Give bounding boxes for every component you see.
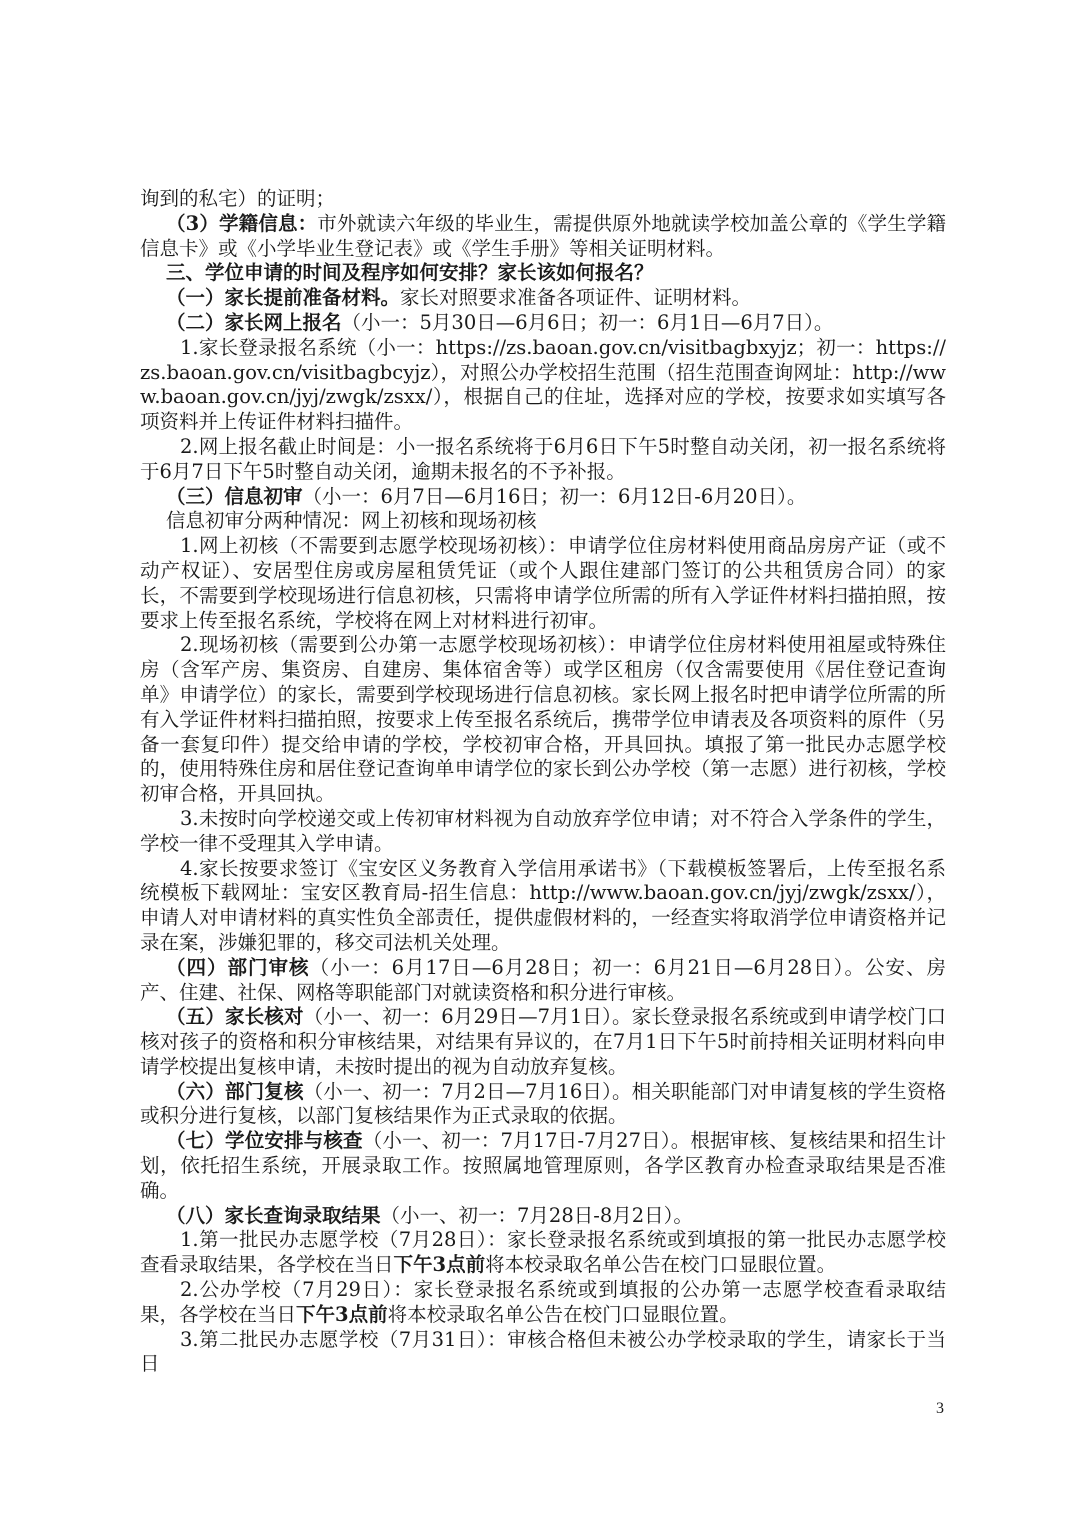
text: （小一、初一：6月29日—7月1日）。家长登录报名系统或到申请学校门口核对孩子的资格和积分审核结果，对结果有异议的，在7月1日下午5时前持相关证明材料向申请学校提出复核申请，未按时提出的视为自动放弃复核。 (140, 1005, 946, 1078)
bold-text: （二）家长网上报名 (166, 310, 342, 334)
text: 市外就读六年级的毕业生，需提供原外地就读学校加盖公章的《学生学籍信息卡》或《小学毕业生登记表》或《学生手册》等相关证明材料。 (140, 211, 946, 260)
paragraph (140, 509, 946, 534)
text: （小一：6月7日—6月16日；初一：6月12日-6月20日）。 (302, 484, 807, 508)
bold-text: （七）学位安排与核查 (166, 1129, 363, 1153)
bold-text: （三）信息初审 (166, 484, 303, 508)
text: （小一、初一：7月2日—7月16日）。相关职能部门对申请复核的学生资格或积分进行复核，以部门复核结果作为正式录取的依据。 (140, 1079, 946, 1128)
text: 1.家长登录报名系统（小一：https://zs.baoan.gov.cn/visitbagbxyjz；初一：https://zs.baoan.gov.cn/visitbagbcyjz），对照公办学校招生范围（招生范围查询网址：http://www.baoan.gov.cn/jyj/zwgk/zsxx/），根据自己的住址，选择对应的学校，按要求如实填写各项资料并上传证件材料扫描件。 (140, 335, 946, 434)
paragraph (140, 1129, 946, 1203)
text: 将本校录取名单公告在校门口显眼位置。 (485, 1253, 837, 1277)
text: （小一、初一：7月17日-7月27日）。根据审核、复核结果和招生计划，依托招生系统，开展录取工作。按照属地管理原则，各学区教育办检查录取结果是否准确。 (140, 1129, 946, 1202)
bold-text: （六）部门复核 (166, 1079, 304, 1103)
bold-text: 下午3点前 (393, 1253, 486, 1277)
text: 2.网上报名截止时间是：小一报名系统将于6月6日下午5时整自动关闭，初一报名系统将于6月7日下午5时整自动关闭，逾期未报名的不予补报。 (140, 434, 946, 483)
bold-text: （四）部门审核 (166, 955, 310, 979)
paragraph (140, 261, 946, 286)
bold-text: （五）家长核对 (166, 1005, 304, 1029)
paragraph (140, 435, 946, 485)
paragraph (140, 1080, 946, 1130)
text: 信息初审分两种情况：网上初核和现场初核 (166, 509, 537, 533)
text: 3.未按时向学校递交或上传初审材料视为自动放弃学位申请；对不符合入学条件的学生，学校一律不受理其入学申请。 (140, 806, 946, 855)
paragraph (140, 534, 946, 633)
page-number: 3 (936, 1400, 944, 1417)
paragraph (140, 857, 946, 956)
text: 询到的私宅）的证明； (140, 187, 336, 210)
paragraph (140, 1204, 946, 1229)
text: 将本校录取名单公告在校门口显眼位置。 (387, 1302, 739, 1326)
paragraph (140, 956, 946, 1006)
bold-text: （3）学籍信息： (166, 211, 318, 235)
paragraph (140, 1278, 946, 1328)
paragraph (140, 1005, 946, 1079)
paragraph (140, 633, 946, 807)
text: 家长对照要求准备各项证件、证明材料。 (400, 286, 752, 310)
text: （小一、初一：7月28日-8月2日）。 (380, 1203, 693, 1227)
paragraph (140, 286, 946, 311)
document-body (140, 187, 946, 1377)
text: （小一：5月30日—6月6日；初一：6月1日—6月7日）。 (341, 310, 834, 334)
bold-text: 三、学位申请的时间及程序如何安排？家长该如何报名？ (166, 261, 654, 285)
text: 1.网上初核（不需要到志愿学校现场初核）：申请学位住房材料使用商品房房产证（或不动产权证）、安居型住房或房屋租赁凭证（或个人跟住建部门签订的公共租赁房合同）的家长，不需要到学校现场进行信息初核，只需将申请学位所需的所有入学证件材料扫描拍照，按要求上传至报名系统，学校将在网上对材料进行初审。 (140, 534, 946, 632)
paragraph (140, 485, 946, 510)
paragraph (140, 311, 946, 336)
bold-text: （八）家长查询录取结果 (166, 1203, 381, 1227)
text: 2.现场初核（需要到公办第一志愿学校现场初核）：申请学位住房材料使用祖屋或特殊住房（含军产房、集资房、自建房、集体宿舍等）或学区租房（仅含需要使用《居住登记查询单》申请学位）的家长，需要到学校现场进行信息初核。家长网上报名时把申请学位所需的所有入学证件材料扫描拍照，按要求上传至报名系统后，携带学位申请表及各项资料的原件（另备一套复印件）提交给申请的学校，学校初审合格，开具回执。填报了第一批民办志愿学校的，使用特殊住房和居住登记查询单申请学位的家长到公办学校（第一志愿）进行初核，学校初审合格，开具回执。 (140, 633, 946, 806)
text: 1.第一批民办志愿学校（7月28日）：家长登录报名系统或到填报的第一批民办志愿学校查看录取结果，各学校在当日 (140, 1228, 946, 1277)
bold-text: （一）家长提前准备材料。 (166, 286, 401, 310)
paragraph (140, 807, 946, 857)
text: （小一：6月17日—6月28日；初一：6月21日—6月28日）。公安、房产、住建、社保、网格等职能部门对就读资格和积分进行审核。 (140, 955, 946, 1004)
paragraph (140, 1328, 946, 1378)
paragraph (140, 336, 946, 435)
paragraph (140, 1228, 946, 1278)
bold-text: 下午3点前 (296, 1302, 388, 1326)
paragraph (140, 212, 946, 262)
text: 4.家长按要求签订《宝安区义务教育入学信用承诺书》（下载模板签署后，上传至报名系统模板下载网址：宝安区教育局-招生信息：http://www.baoan.gov.cn/jyj/zwgk/zsxx/），申请人对申请材料的真实性负全部责任，提供虚假材料的，一经查实将取消学位申请资格并记录在案，涉嫌犯罪的，移交司法机关处理。 (140, 856, 946, 954)
text: 2.公办学校（7月29日）：家长登录报名系统或到填报的公办第一志愿学校查看录取结果，各学校在当日 (140, 1278, 946, 1326)
paragraph (140, 187, 946, 212)
text: 3.第二批民办志愿学校（7月31日）：审核合格但未被公办学校录取的学生，请家长于当日 (140, 1327, 946, 1376)
